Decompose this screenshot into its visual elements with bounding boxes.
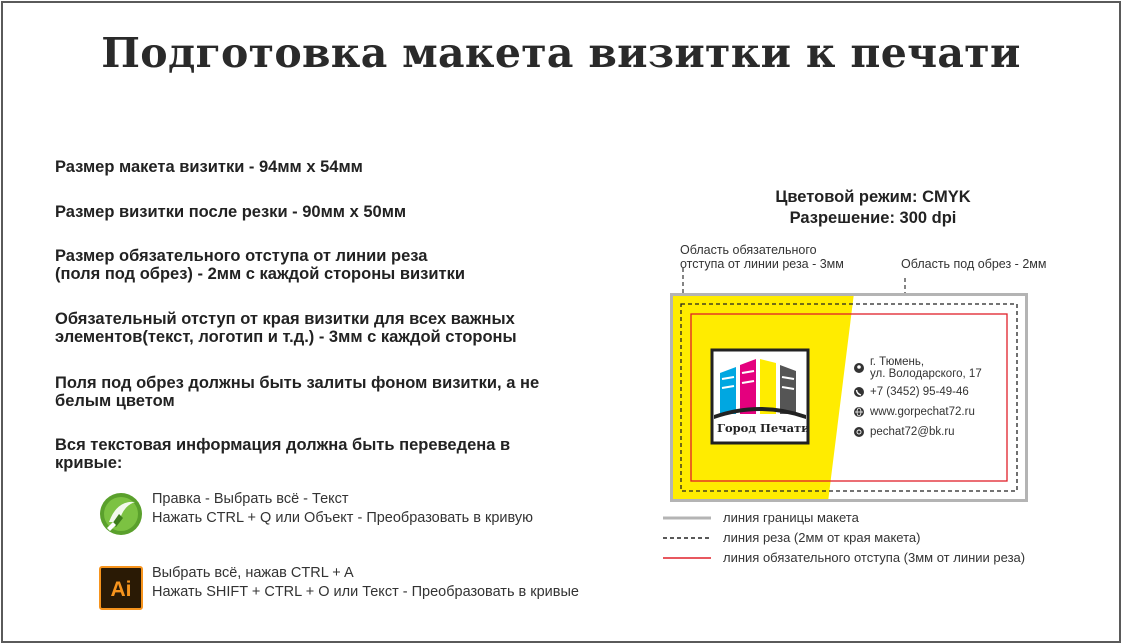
email-icon [854, 427, 864, 437]
phone-icon [854, 387, 864, 397]
resolution: Разрешение: 300 dpi [789, 209, 957, 227]
business-card-layout [670, 293, 1028, 502]
card-phone: +7 (3452) 95-49-46 [870, 386, 969, 398]
business-card-graphic [670, 293, 1028, 502]
legend-item-layout-border: линия границы макета [663, 510, 859, 525]
legend-layout-border-swatch [663, 515, 711, 521]
safe-area-annotation: Область обязательного отступа от линии реза - 3мм [680, 243, 844, 271]
card-website: www.gorpechat72.ru [870, 406, 975, 418]
requirement-layout-size: Размер макета визитки - 94мм х 54мм [55, 158, 363, 176]
legend-cut-line-swatch [663, 535, 711, 541]
coreldraw-icon [99, 492, 143, 536]
page-frame [1, 1, 1121, 643]
location-icon [854, 363, 864, 373]
svg-text:Ai: Ai [110, 578, 132, 601]
globe-icon [854, 407, 864, 417]
illustrator-instruction [99, 566, 579, 610]
coreldraw-instruction [99, 492, 533, 536]
illustrator-icon [99, 566, 143, 610]
requirement-curves: Вся текстовая информация должна быть переведена в кривые: [55, 436, 511, 472]
requirement-trim-size: Размер визитки после резки - 90мм х 50мм [55, 203, 407, 221]
requirement-bleed-fill: Поля под обрез должны быть залиты фоном визитки, а не белым цветом [55, 374, 540, 410]
card-address: г. Тюмень, ул. Володарского, 17 [870, 356, 982, 380]
illustrator-instruction-text: Выбрать всё, нажав CTRL + A Нажать SHIFT + CTRL + O или Текст - Преобразовать в кривые [152, 565, 579, 600]
coreldraw-instruction-text: Правка - Выбрать всё - Текст Нажать CTRL + Q или Объект - Преобразовать в кривую [152, 491, 534, 526]
legend-safe-margin-swatch [663, 555, 711, 561]
legend-item-safe-margin: линия обязательного отступа (3мм от линии реза) [663, 550, 1025, 565]
page-title: Подготовка макета визитки к печати [101, 29, 1021, 77]
logo-name: Город Печати [717, 421, 810, 435]
bleed-area-annotation: Область под обрез - 2мм [901, 257, 1047, 271]
card-email: pechat72@bk.ru [870, 426, 955, 438]
legend-item-cut-line: линия реза (2мм от края макета) [663, 530, 920, 545]
color-mode: Цветовой режим: CMYK [775, 188, 971, 206]
color-settings [723, 187, 1023, 229]
requirement-safe-margin: Обязательный отступ от края визитки для всех важных элементов(текст, логотип и т.д.) - 3мм с каждой стороны [55, 310, 517, 346]
requirement-bleed: Размер обязательного отступа от линии реза (поля под обрез) - 2мм с каждой стороны визитки [55, 247, 465, 283]
